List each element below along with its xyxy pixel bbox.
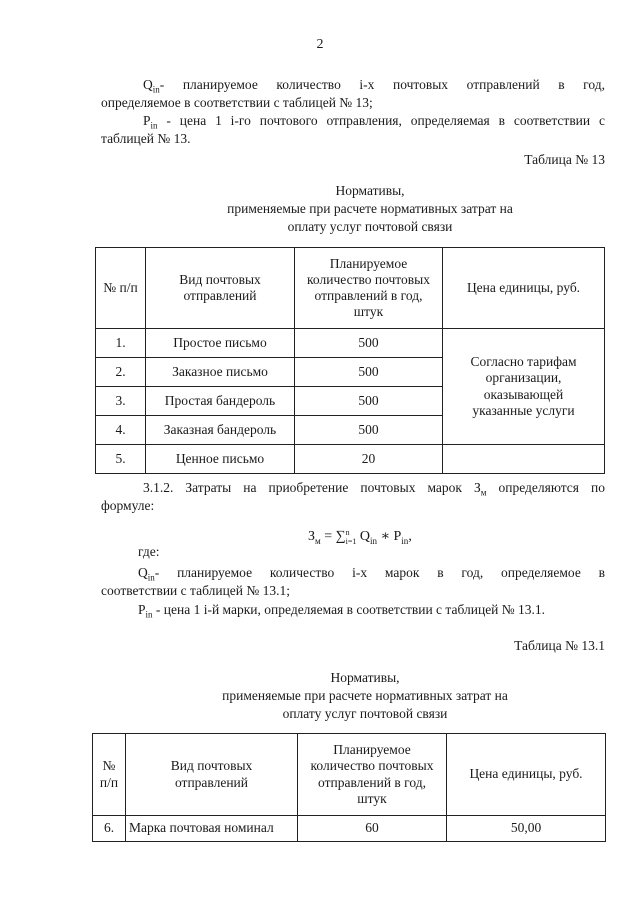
header-price: Цена единицы, руб. (447, 734, 606, 816)
price-empty-cell (443, 445, 605, 474)
q-symbol: Q (143, 77, 153, 92)
table13 (95, 247, 605, 474)
row-type: Простая бандероль (146, 387, 295, 416)
table131-title-line1: Нормативы, (330, 670, 400, 685)
p-subscript: in (150, 120, 158, 131)
table-row (96, 445, 605, 474)
table131-header-row (93, 734, 606, 816)
row-price: 50,00 (447, 816, 606, 842)
row-qty: 500 (295, 358, 443, 387)
row-qty: 500 (295, 387, 443, 416)
row-qty: 500 (295, 416, 443, 445)
table131-caption: Таблица № 13.1 (514, 638, 605, 653)
table13-title-line1: Нормативы, (335, 183, 405, 198)
row-type: Заказная бандероль (146, 416, 295, 445)
table131-title-line2: применяемые при расчете нормативных затрат на (222, 688, 508, 703)
formula: $З_м$ = ∑ n i=1 $Q_{in}$ ∗ $P_{in}$, (308, 528, 412, 547)
row-qty: 500 (295, 329, 443, 358)
table13-header-row (96, 248, 605, 329)
row-num: 2. (96, 358, 146, 387)
table-row (96, 329, 605, 358)
header-qty: Планируемое количество почтовых отправлений в год, штук (298, 734, 447, 816)
p-symbol: P (143, 113, 151, 128)
row-type: Ценное письмо (146, 445, 295, 474)
row-num: 3. (96, 387, 146, 416)
header-num: № п/п (96, 248, 146, 329)
row-num: 6. (93, 816, 126, 842)
header-type: Вид почтовых отправлений (126, 734, 298, 816)
p-definition-line2: таблицей № 13. (101, 131, 191, 146)
section-3-1-2-line1: 3.1.2. Затраты на приобретение почтовых марок $З_м$ определяются по (143, 480, 605, 498)
where-q-line1: $Q_{in}-$ планируемое количество i-x марок в год, определяемое в (138, 565, 605, 583)
table13-caption: Таблица № 13 (524, 152, 605, 167)
header-price: Цена единицы, руб. (443, 248, 605, 329)
table131-title-line3: оплату услуг почтовой связи (282, 706, 448, 721)
q-definition-line2: определяемое в соответствии с таблицей № 13; (101, 95, 373, 110)
table131 (92, 733, 606, 842)
q-definition-line1: $Q_{in}-$ планируемое количество i-x почтовых отправлений в год, (143, 77, 605, 95)
p-definition-line1: $P_{in}$ - цена 1 i-го почтового отправления, определяемая в соответствии с (143, 113, 605, 131)
row-qty: 60 (298, 816, 447, 842)
header-qty: Планируемое количество почтовых отправлений в год, штук (295, 248, 443, 329)
page-number: 2 (316, 37, 324, 52)
row-type: Марка почтовая номинал (126, 816, 298, 842)
q-subscript: in (152, 84, 160, 95)
header-num: № п/п (93, 734, 126, 816)
row-qty: 20 (295, 445, 443, 474)
row-num: 1. (96, 329, 146, 358)
row-num: 5. (96, 445, 146, 474)
row-type: Простое письмо (146, 329, 295, 358)
row-num: 4. (96, 416, 146, 445)
table-row (93, 816, 606, 842)
where-q-line2: соответствии с таблицей № 13.1; (101, 583, 291, 598)
where-label: где: (138, 544, 160, 559)
where-p-line1: $P_{in}$ - цена 1 i-й марки, определяемая в соответствии с таблицей № 13.1. (138, 602, 546, 620)
table13-title-line3: оплату услуг почтовой связи (287, 219, 453, 234)
table13-title-line2: применяемые при расчете нормативных затрат на (227, 201, 513, 216)
header-type: Вид почтовых отправлений (146, 248, 295, 329)
section-3-1-2-line2: формуле: (101, 498, 155, 513)
price-merged-cell: Согласно тарифам организации, оказывающей указанные услуги (443, 329, 605, 445)
row-type: Заказное письмо (146, 358, 295, 387)
